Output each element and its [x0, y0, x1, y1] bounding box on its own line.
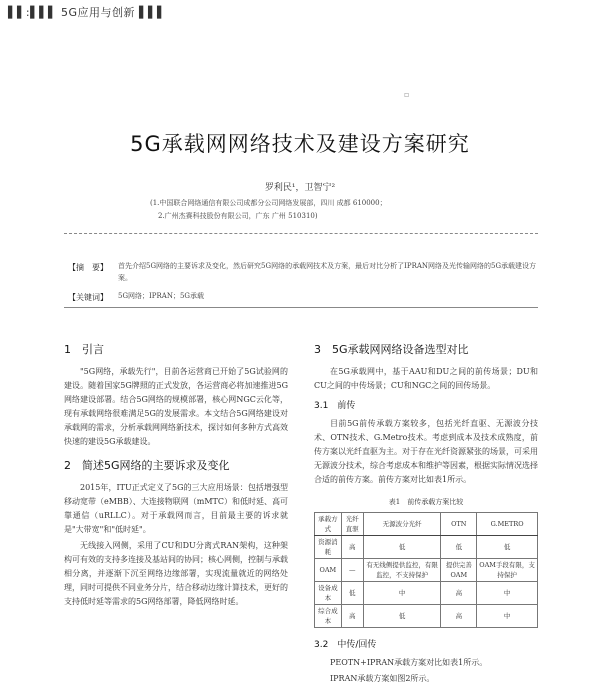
- section-3-2-paragraph-2: IPRAN承载方案如图2所示。: [330, 674, 435, 683]
- table-header-cell: G.METRO: [477, 513, 538, 536]
- abstract-text: 首先介绍5G网络的主要诉求及变化，然后研究5G网络的承载网技术及方案，最后对比分析了IPRAN网络及光传输网络的5G承载建设方案。: [118, 262, 537, 282]
- section-3-1-paragraph: 目前5G前传承载方案较多，包括光纤直驱、无源波分技术、OTN技术、G.Metro技术。考虑到成本及技术成熟度，前传方案以光纤直驱为主。对于存在光纤资源紧张的场景，可采用无源波分技术，综合考虑成本和维护等因素，根据实际情况选择合适的前传方案。前传方案对比如表1所示。: [314, 419, 538, 484]
- section-3-2-heading: 3.2 中传/回传: [314, 640, 377, 650]
- table-row: [315, 559, 538, 582]
- section-3-2-paragraph-1: PEOTN+IPRAN承载方案对比如表1所示。: [330, 658, 488, 667]
- section-1-heading: 1 引言: [64, 343, 104, 356]
- table-cell: OAM手段有限，支持保护: [477, 559, 538, 582]
- table-cell: 低: [477, 536, 538, 559]
- section-1-paragraph: "5G网络，承载先行"，目前各运营商已开始了5G试验网的建设。随着国家5G牌照的正式发放，各运营商必将加速推进5G网络建设部署。结合5G网络的规模部署，核心网NGC云化等，现有承载网络很难满足5G的发展需求。本文结合5G网络建设对承载网的需求，分析承载网网络新技术，探讨如何多种方式高效快速的建设5G承载建设。: [64, 367, 288, 446]
- divider-bottom: [64, 307, 538, 308]
- table-cell: —: [341, 559, 363, 582]
- table-header-cell: 承载方式: [315, 513, 342, 536]
- table-header-cell: 光纤直驱: [341, 513, 363, 536]
- header-suffix: ▌▌▌: [139, 6, 166, 19]
- header-text: 5G应用与创新: [61, 6, 136, 19]
- journal-header: [8, 4, 166, 20]
- table-cell: 设备成本: [315, 582, 342, 605]
- table-row: [315, 582, 538, 605]
- section-3-paragraph: 在5G承载网中，基于AAU和DU之间的前传场景；DU和CU之间的中传场景；CU和NGC之间的回传场景。: [314, 367, 538, 390]
- table-cell: 中: [477, 582, 538, 605]
- table-cell: 低: [363, 536, 441, 559]
- section-2-paragraph-1: 2015年，ITU正式定义了5G的三大应用场景：包括增强型移动宽带（eMBB）、大连接物联网（mMTC）和低时延、高可靠通信（uRLLC）。对于承载网而言，目前最主要的诉求就是"大带宽"和"低时延"。: [64, 483, 288, 534]
- affiliation-2: 2.广州杰赛科技股份有限公司，广东 广州 510310): [158, 212, 318, 220]
- table-cell: 中: [477, 605, 538, 628]
- table-cell: 低: [441, 536, 477, 559]
- section-3-heading: 3 5G承载网网络设备选型对比: [314, 343, 469, 356]
- table-cell: 提供完善OAM: [441, 559, 477, 582]
- divider-top: [64, 233, 538, 234]
- table-cell: 资源消耗: [315, 536, 342, 559]
- table-header-row: [315, 513, 538, 536]
- section-3-1-heading: 3.1 前传: [314, 401, 356, 411]
- keywords-text: 5G网络；IPRAN；5G承载: [118, 292, 205, 300]
- table-cell: 中: [363, 582, 441, 605]
- table-cell: 高: [441, 605, 477, 628]
- section-2-heading: 2 简述5G网络的主要诉求及变化: [64, 459, 230, 472]
- affiliation-1: (1.中国联合网络通信有限公司成都分公司网络发展部，四川 成都 610000；: [150, 199, 387, 207]
- table-cell: 高: [441, 582, 477, 605]
- affiliations: [150, 197, 470, 223]
- section-2-paragraph-2: 无线接入网侧，采用了CU和DU分离式RAN架构，这种架构可有效的支持多连接及基站间的协同；核心网侧，控制与承载相分离，并逐渐下沉至网络边缘部署，实现流量就近的网络处理，同时可提供不同业务分片，结合移动边缘计算技术，更好的支持低时延等需求的5G网络部署，降低网络时延。: [64, 541, 288, 606]
- right-column: [314, 343, 538, 688]
- table-cell: 低: [363, 605, 441, 628]
- authors: 罗利民¹，卫智宁²: [264, 183, 336, 193]
- header-prefix: ▌▌:▌▌▌: [8, 6, 58, 19]
- table-1: [314, 512, 538, 628]
- table-cell: 低: [341, 582, 363, 605]
- table-cell: 有无线侧提供监控，有限监控，不支持保护: [363, 559, 441, 582]
- table-row: [315, 605, 538, 628]
- keywords-label: 【关键词】: [68, 293, 108, 302]
- table-cell: 高: [341, 536, 363, 559]
- table-1-caption: 表1 前传承载方案比较: [388, 498, 464, 506]
- table-cell: 高: [341, 605, 363, 628]
- abstract-label: 【摘 要】: [68, 263, 108, 272]
- page-title: 5G承载网网络技术及建设方案研究: [130, 132, 470, 156]
- table-header-cell: 无源波分光纤: [363, 513, 441, 536]
- scan-mark: ▫: [404, 90, 410, 99]
- left-column: [64, 343, 288, 611]
- table-header-cell: OTN: [441, 513, 477, 536]
- table-cell: 综合成本: [315, 605, 342, 628]
- table-cell: OAM: [315, 559, 342, 582]
- table-row: [315, 536, 538, 559]
